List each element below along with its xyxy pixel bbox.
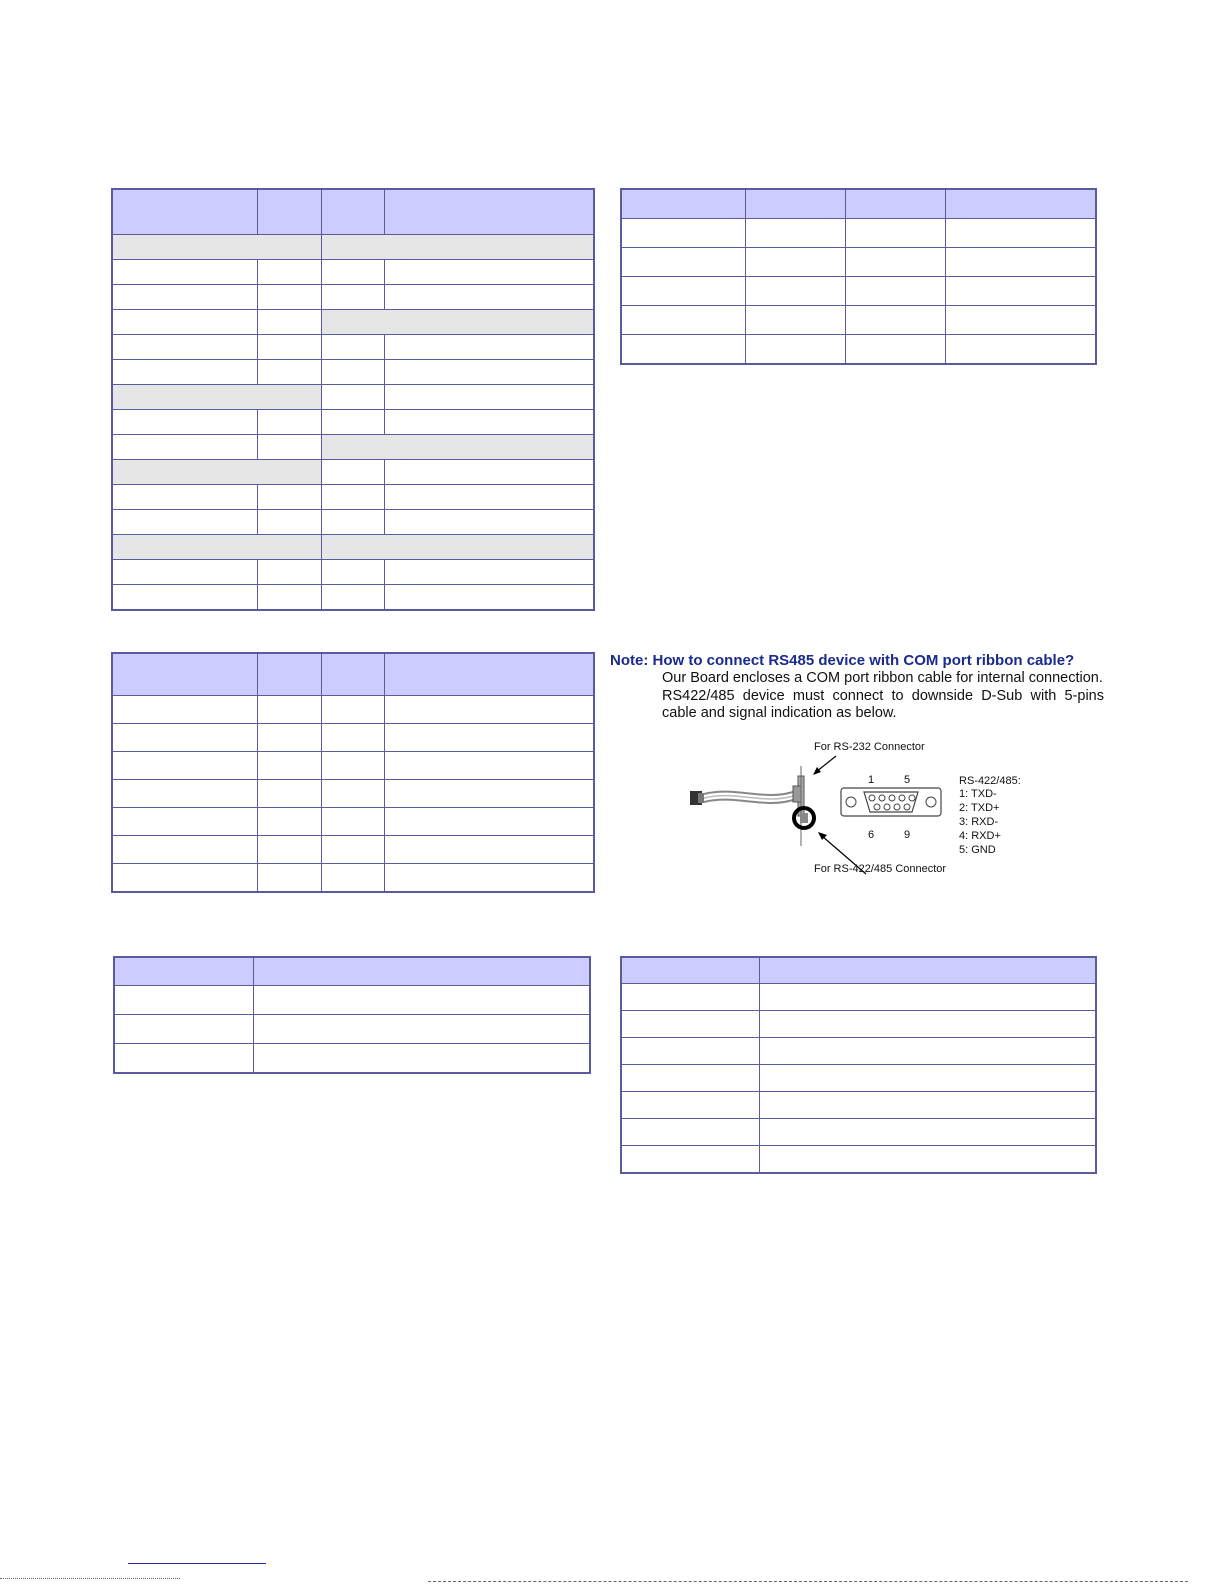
note-line: RS422/485 device must connect to downside D-Sub with 5-pins (662, 687, 1104, 704)
table-cell (257, 435, 321, 460)
table-row (112, 780, 594, 808)
table-cell (257, 485, 321, 510)
table-cell (845, 219, 945, 248)
header-cell (945, 189, 1096, 219)
table-cell (621, 984, 759, 1011)
table-cell (112, 435, 257, 460)
table-header-row (112, 653, 594, 696)
table-cell (321, 410, 384, 435)
table-cell (257, 585, 321, 611)
table-cell (384, 460, 594, 485)
table-cell (114, 986, 253, 1015)
note-title: Note: How to connect RS485 device with COM port ribbon cable? (610, 652, 1075, 669)
table-cell (621, 1146, 759, 1174)
table-cell (845, 248, 945, 277)
table-cell (112, 864, 257, 893)
table-row (621, 1119, 1096, 1146)
table-cell (321, 335, 384, 360)
table-cell (945, 219, 1096, 248)
table-row (621, 1038, 1096, 1065)
table-4 (113, 956, 591, 1074)
table-cell (321, 285, 384, 310)
table-cell (384, 808, 594, 836)
table-row (112, 724, 594, 752)
table-cell (759, 984, 1096, 1011)
table-cell (384, 864, 594, 893)
table-cell (621, 1038, 759, 1065)
header-cell (845, 189, 945, 219)
table-cell (384, 260, 594, 285)
table-cell (759, 1038, 1096, 1065)
table-cell (112, 385, 321, 410)
table-cell (745, 219, 845, 248)
header-cell (321, 653, 384, 696)
table-cell (257, 780, 321, 808)
table-row (621, 248, 1096, 277)
table-cell (257, 285, 321, 310)
table-cell (621, 277, 745, 306)
table-cell (257, 410, 321, 435)
table-cell (384, 560, 594, 585)
table-row (621, 1146, 1096, 1174)
table-cell (384, 696, 594, 724)
header-cell (621, 957, 759, 984)
signal-item: 2: TXD+ (959, 802, 1000, 814)
table-2 (620, 188, 1097, 365)
table-row (621, 306, 1096, 335)
table-cell (112, 335, 257, 360)
table-header-row (114, 957, 590, 986)
table-row (621, 335, 1096, 365)
table-cell (384, 780, 594, 808)
table-cell (321, 696, 384, 724)
table-cell (321, 864, 384, 893)
table-cell (321, 310, 594, 335)
table-cell (745, 306, 845, 335)
table-cell (257, 360, 321, 385)
table-3 (111, 652, 595, 893)
table-cell (321, 560, 384, 585)
table-row (112, 385, 594, 410)
header-cell (112, 189, 257, 235)
table-cell (257, 752, 321, 780)
table-cell (112, 510, 257, 535)
table-row (112, 836, 594, 864)
table-cell (257, 560, 321, 585)
table-row (112, 310, 594, 335)
table-cell (945, 277, 1096, 306)
table-row (112, 696, 594, 724)
header-cell (621, 189, 745, 219)
table-header-row (621, 957, 1096, 984)
table-row (112, 335, 594, 360)
table-row (112, 560, 594, 585)
header-cell (257, 653, 321, 696)
table-cell (321, 836, 384, 864)
table-cell (384, 752, 594, 780)
table-cell (384, 724, 594, 752)
table-cell (384, 836, 594, 864)
table-cell (745, 277, 845, 306)
table-cell (321, 510, 384, 535)
header-cell (112, 653, 257, 696)
table-cell (112, 836, 257, 864)
table-row (112, 752, 594, 780)
table-cell (257, 310, 321, 335)
table-cell (621, 248, 745, 277)
header-cell (384, 653, 594, 696)
table-cell (257, 836, 321, 864)
table-cell (384, 360, 594, 385)
pin-5-label: 5 (904, 774, 911, 786)
table-row (621, 277, 1096, 306)
table-cell (621, 1119, 759, 1146)
table-cell (253, 986, 590, 1015)
table-cell (112, 410, 257, 435)
table-cell (745, 335, 845, 365)
table-cell (384, 385, 594, 410)
table-row (112, 585, 594, 611)
table-cell (112, 285, 257, 310)
table-row (112, 360, 594, 385)
table-cell (321, 535, 594, 560)
com-port-cable-diagram (606, 736, 1104, 880)
signal-item: 1: TXD- (959, 788, 997, 800)
table-cell (384, 510, 594, 535)
table-row (621, 1011, 1096, 1038)
table-cell (321, 235, 594, 260)
table-cell (112, 535, 321, 560)
table-cell (257, 724, 321, 752)
table-cell (384, 485, 594, 510)
table-row (621, 219, 1096, 248)
table-cell (384, 585, 594, 611)
table-row (112, 410, 594, 435)
table-cell (759, 1065, 1096, 1092)
table-cell (621, 219, 745, 248)
table-cell (759, 1119, 1096, 1146)
table-cell (321, 780, 384, 808)
footer-link-underline (128, 1563, 266, 1564)
table-cell (945, 248, 1096, 277)
header-cell (384, 189, 594, 235)
table-cell (112, 808, 257, 836)
pin-6-label: 6 (868, 829, 875, 841)
table-row (621, 1092, 1096, 1119)
header-cell (759, 957, 1096, 984)
table-cell (621, 1065, 759, 1092)
table-cell (321, 724, 384, 752)
table-cell (384, 410, 594, 435)
table-row (112, 435, 594, 460)
table-cell (845, 335, 945, 365)
table-row (112, 260, 594, 285)
signals-title: RS-422/485: (959, 775, 1021, 787)
table-cell (112, 696, 257, 724)
rs232-connector-label: For RS-232 Connector (814, 741, 925, 753)
note-body (662, 670, 1104, 723)
pin-1-label: 1 (868, 774, 875, 786)
table-cell (112, 724, 257, 752)
table-cell (112, 780, 257, 808)
note-line: Our Board encloses a COM port ribbon cable for internal connection. (662, 670, 1103, 686)
table-row (114, 986, 590, 1015)
table-row (112, 510, 594, 535)
table-row (621, 1065, 1096, 1092)
table-row (112, 808, 594, 836)
table-cell (257, 808, 321, 836)
table-cell (321, 585, 384, 611)
table-cell (759, 1146, 1096, 1174)
table-cell (253, 1044, 590, 1074)
table-cell (112, 485, 257, 510)
table-cell (112, 752, 257, 780)
table-cell (621, 1092, 759, 1119)
table-cell (114, 1044, 253, 1074)
table-cell (112, 235, 321, 260)
table-row (112, 235, 594, 260)
table-cell (621, 306, 745, 335)
table-cell (384, 335, 594, 360)
table-row (114, 1015, 590, 1044)
table-cell (112, 260, 257, 285)
pin-9-label: 9 (904, 829, 911, 841)
table-cell (845, 277, 945, 306)
header-cell (257, 189, 321, 235)
signal-item: 5: GND (959, 844, 996, 856)
table-row (621, 984, 1096, 1011)
table-header-row (621, 189, 1096, 219)
table-cell (384, 285, 594, 310)
ribbon-cable (704, 791, 796, 795)
table-row (112, 460, 594, 485)
footer-rule (428, 1581, 1188, 1582)
table-cell (321, 385, 384, 410)
table-cell (321, 435, 594, 460)
table-cell (112, 310, 257, 335)
table-cell (321, 485, 384, 510)
table-row (112, 485, 594, 510)
dsub9-connector (841, 788, 941, 816)
table-row (112, 285, 594, 310)
table-row (112, 535, 594, 560)
table-cell (253, 1015, 590, 1044)
table-1 (111, 188, 595, 611)
table-row (114, 1044, 590, 1074)
table-cell (321, 808, 384, 836)
table-cell (112, 460, 321, 485)
table-cell (321, 752, 384, 780)
table-cell (621, 1011, 759, 1038)
table-header-row (112, 189, 594, 235)
table-cell (845, 306, 945, 335)
table-cell (114, 1015, 253, 1044)
table-cell (321, 260, 384, 285)
table-cell (621, 335, 745, 365)
table-cell (321, 360, 384, 385)
table-cell (257, 696, 321, 724)
table-cell (257, 864, 321, 893)
table-cell (945, 335, 1096, 365)
header-cell (253, 957, 590, 986)
header-cell (114, 957, 253, 986)
table-cell (745, 248, 845, 277)
table-cell (257, 335, 321, 360)
table-cell (257, 510, 321, 535)
signal-item: 3: RXD- (959, 816, 999, 828)
table-cell (112, 560, 257, 585)
table-cell (759, 1011, 1096, 1038)
table-cell (759, 1092, 1096, 1119)
table-cell (112, 585, 257, 611)
table-cell (257, 260, 321, 285)
rs485-connector-label: For RS-422/485 Connector (814, 863, 947, 875)
table-cell (112, 360, 257, 385)
table-row (112, 864, 594, 893)
note-line: cable and signal indication as below. (662, 705, 897, 721)
header-cell (745, 189, 845, 219)
table-cell (945, 306, 1096, 335)
rs485-connection-note (606, 648, 1104, 880)
table-cell (321, 460, 384, 485)
table-5 (620, 956, 1097, 1174)
signal-item: 4: RXD+ (959, 830, 1001, 842)
header-cell (321, 189, 384, 235)
